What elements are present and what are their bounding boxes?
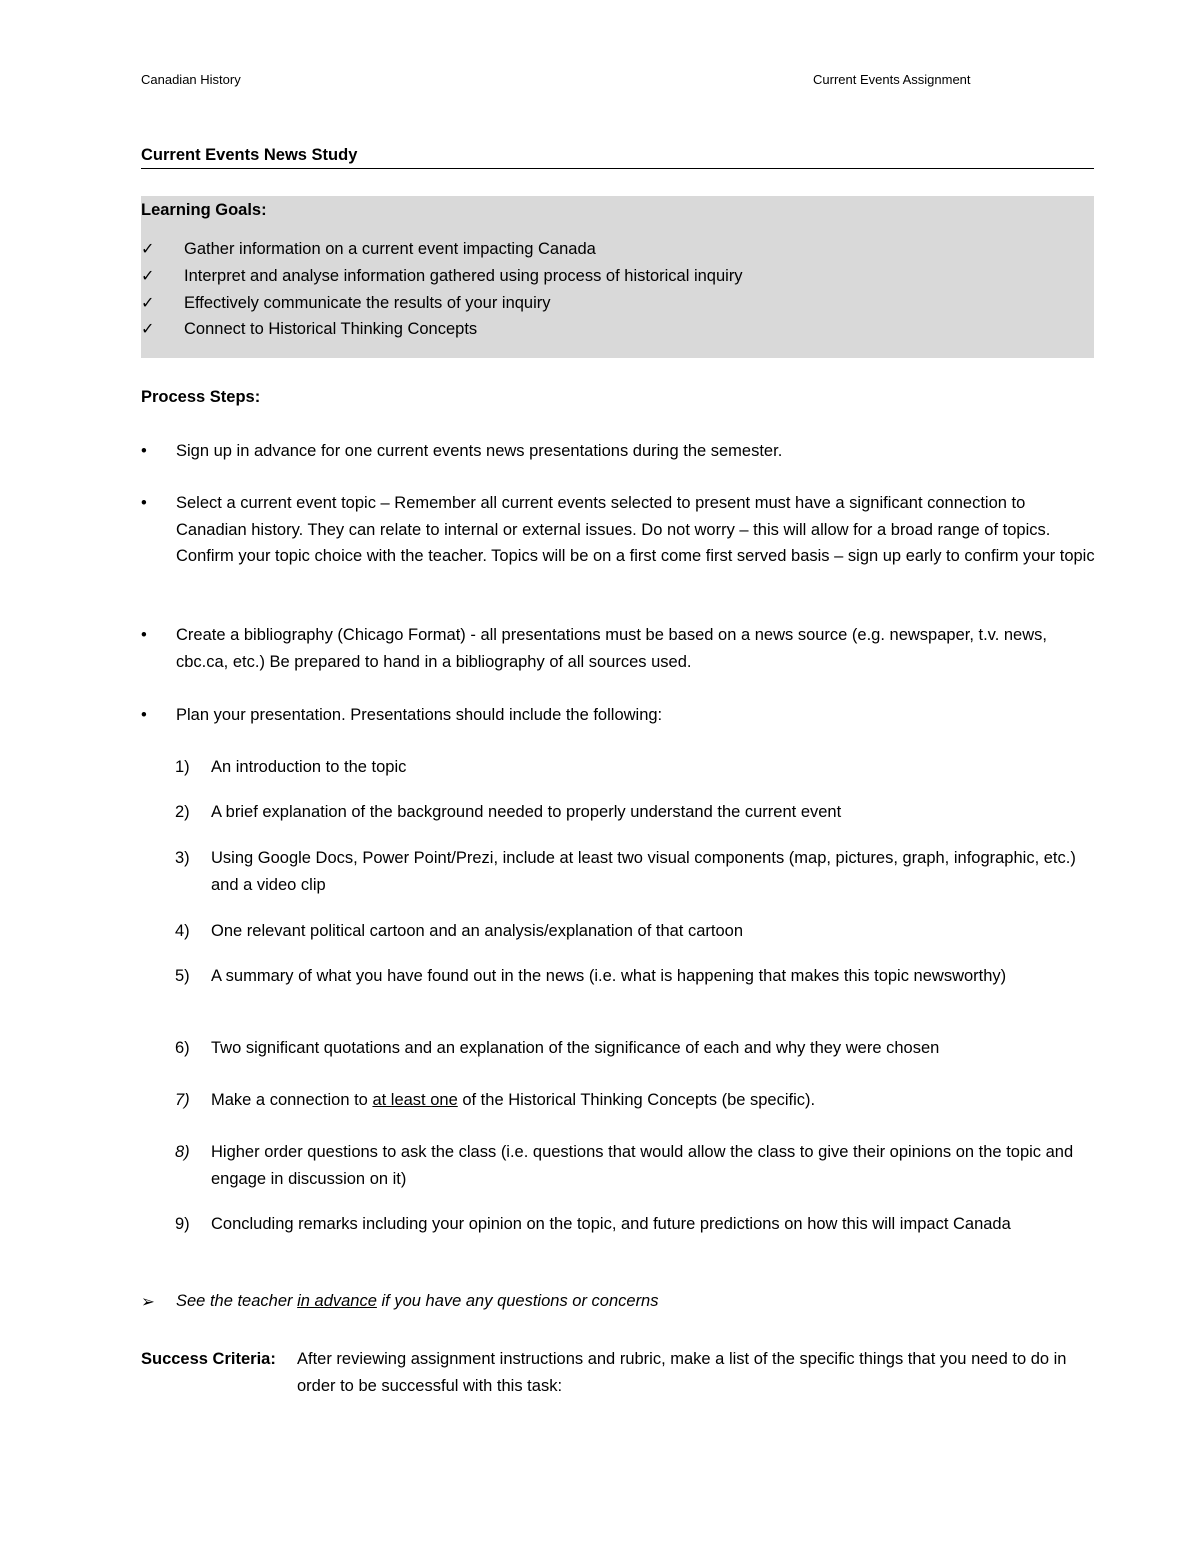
step-number: 8) (175, 1143, 190, 1161)
bullet-icon: • (141, 626, 147, 644)
step-text: Two significant quotations and an explanation of the significance of each and why they were chosen (211, 1039, 940, 1057)
presentation-step (175, 845, 1096, 898)
step-text: Higher order questions to ask the class (i.e. questions that would allow the class to give their opinions on the topic and engage in discussion on it) (211, 1143, 1074, 1188)
check-icon: ✓ (141, 241, 155, 258)
note-emphasis: in advance (297, 1292, 377, 1310)
presentation-step (175, 1139, 1096, 1192)
presentation-step (175, 754, 1096, 781)
header-assignment: Current Events Assignment (813, 72, 971, 87)
learning-goal-text: Gather information on a current event impacting Canada (184, 240, 596, 258)
step-text-part: Make a connection to (211, 1091, 373, 1109)
learning-goals-heading: Learning Goals: (141, 201, 267, 219)
learning-goal-text: Connect to Historical Thinking Concepts (184, 320, 478, 338)
arrow-bullet-icon: ➢ (141, 1293, 155, 1311)
step-number: 5) (175, 967, 190, 985)
step-number: 1) (175, 758, 190, 776)
page-title: Current Events News Study (141, 146, 1094, 169)
success-criteria-label: Success Criteria: (141, 1350, 276, 1368)
header-course: Canadian History (141, 72, 241, 87)
process-steps-heading: Process Steps: (141, 388, 261, 406)
presentation-step (175, 963, 1096, 990)
process-bullet-text: Select a current event topic – Remember all current events selected to present must have a significant connection to Canadian history. They can relate to internal or external issues. Do not worry – this will allow for a broad range of topics. Confirm your topic choice with the teacher. Topics will be on a first come first served basis – sign up early to confirm your topic (176, 494, 1095, 565)
success-criteria (141, 1346, 1096, 1399)
step-number: 6) (175, 1039, 190, 1057)
step-text: A brief explanation of the background needed to properly understand the current event (211, 803, 842, 821)
process-bullet-text: Create a bibliography (Chicago Format) - all presentations must be based on a news source (e.g. newspaper, t.v. news, cbc.ca, etc.) Be prepared to hand in a bibliography of all sources used. (176, 626, 1047, 671)
check-icon: ✓ (141, 268, 155, 285)
bullet-icon: • (141, 706, 147, 724)
teacher-note-text (176, 1292, 659, 1311)
step-number: 4) (175, 922, 190, 940)
process-bullet (141, 490, 1096, 570)
step-text-part: of the Historical Thinking Concepts (be specific). (457, 1091, 816, 1109)
step-number: 3) (175, 849, 190, 867)
presentation-step (175, 1035, 1096, 1062)
note-text-part: if you have any questions or concerns (376, 1292, 659, 1310)
process-bullet (141, 622, 1096, 675)
step-text (211, 1087, 1096, 1114)
process-bullet (141, 438, 1096, 465)
bullet-icon: • (141, 442, 147, 460)
process-bullet (141, 702, 1096, 729)
step-text: An introduction to the topic (211, 758, 407, 776)
step-number: 7) (175, 1091, 190, 1109)
step-number: 9) (175, 1215, 190, 1233)
presentation-step (175, 1087, 1096, 1114)
success-criteria-text: After reviewing assignment instructions and rubric, make a list of the specific things that you need to do in order to be successful with this task: (297, 1350, 1067, 1395)
presentation-step (175, 918, 1096, 945)
presentation-step (175, 799, 1096, 826)
check-icon: ✓ (141, 295, 155, 312)
learning-goal-text: Interpret and analyse information gathered using process of historical inquiry (184, 267, 743, 285)
process-bullet-text: Sign up in advance for one current events news presentations during the semester. (176, 442, 783, 460)
step-text: Using Google Docs, Power Point/Prezi, include at least two visual components (map, pictures, graph, infographic, etc.) and a video clip (211, 849, 1076, 894)
learning-goal-text: Effectively communicate the results of your inquiry (184, 294, 551, 312)
note-text-part: See the teacher (176, 1292, 298, 1310)
step-text: One relevant political cartoon and an analysis/explanation of that cartoon (211, 922, 744, 940)
step-number: 2) (175, 803, 190, 821)
step-text: Concluding remarks including your opinion on the topic, and future predictions on how this will impact Canada (211, 1215, 1011, 1233)
step-text: A summary of what you have found out in the news (i.e. what is happening that makes this topic newsworthy) (211, 967, 1007, 985)
process-bullet-text: Plan your presentation. Presentations should include the following: (176, 706, 663, 724)
presentation-step (175, 1211, 1096, 1238)
bullet-icon: • (141, 494, 147, 512)
step-emphasis: at least one (372, 1091, 458, 1109)
check-icon: ✓ (141, 321, 155, 338)
